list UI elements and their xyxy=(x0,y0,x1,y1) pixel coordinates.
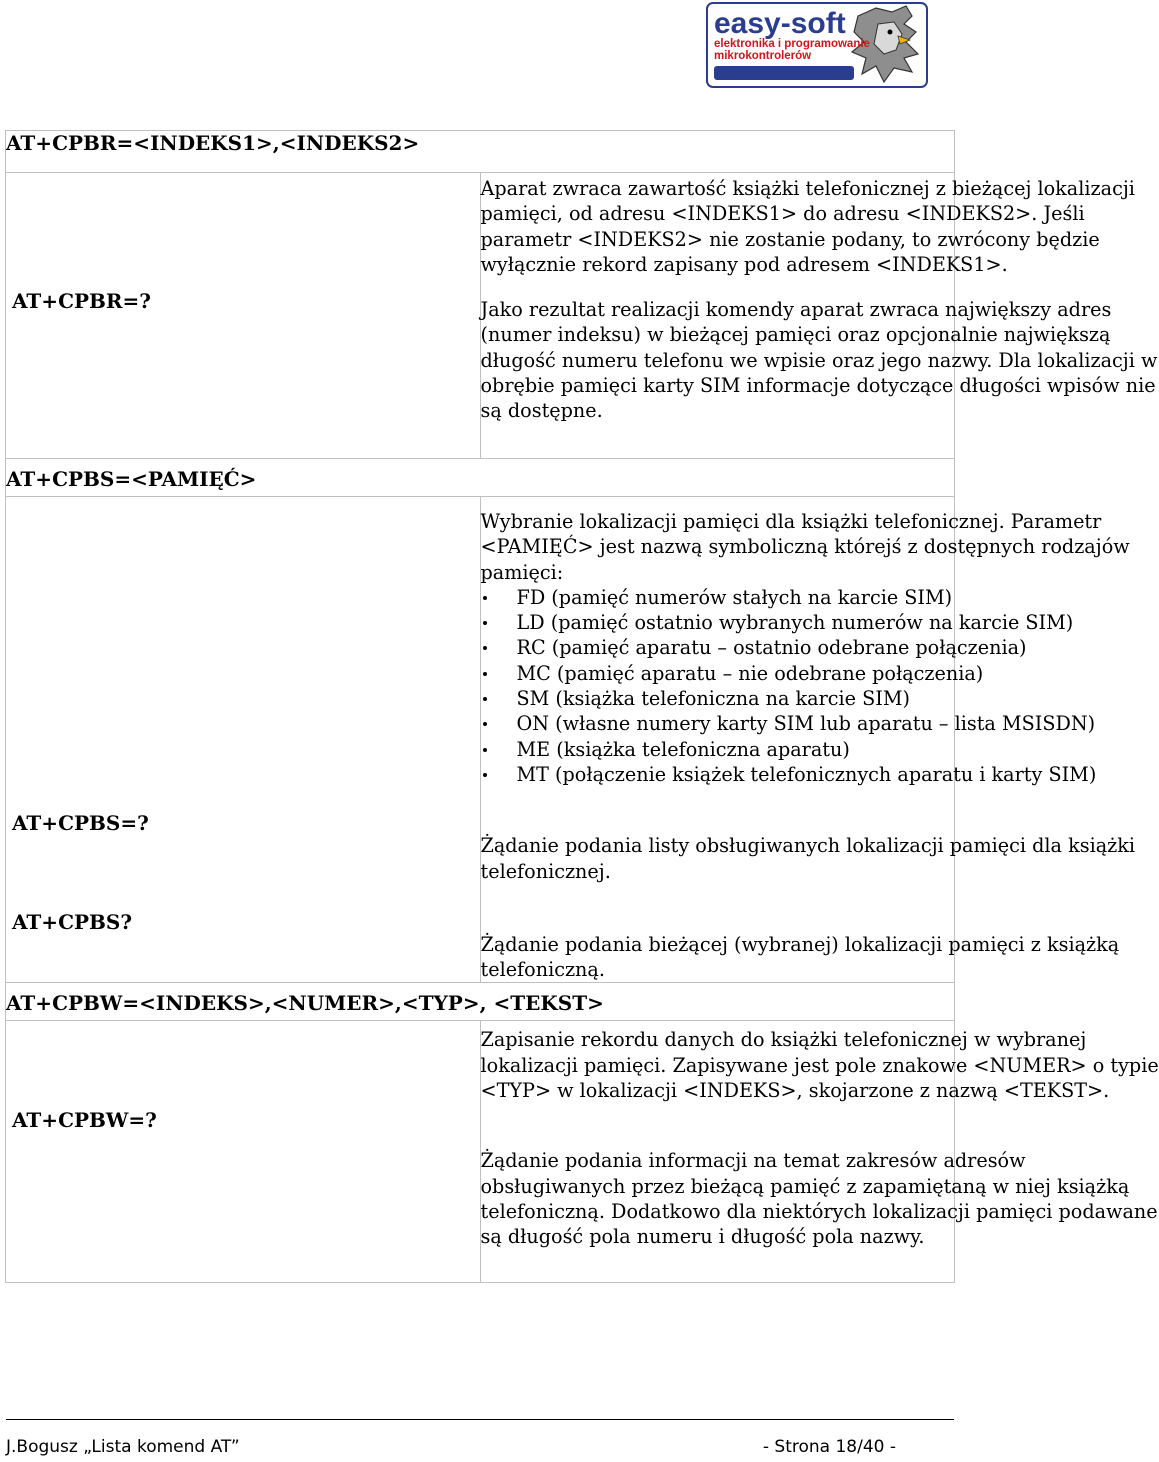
cpbr-desc-line-4: wyłącznie rekord zapisany pod adresem <INDEKS1>. xyxy=(480,252,1008,276)
cpbs-header-row xyxy=(6,459,955,497)
list-item: MT (połączenie książek telefonicznych aparatu i karty SIM) xyxy=(481,762,955,787)
cpbw-test-command: AT+CPBW=? xyxy=(12,1108,157,1133)
cpbw-body-row xyxy=(6,1021,955,1283)
cpbr-test-desc-line-5: są dostępne. xyxy=(480,399,603,423)
cpbs-command-header: AT+CPBS=<PAMIĘĆ> xyxy=(6,467,257,491)
footer-author-title: J.Bogusz „Lista komend AT” xyxy=(6,1437,240,1457)
cpbr-test-desc-line-3: długość numeru telefonu we wpisie oraz jego nazwy. Dla lokalizacji w xyxy=(480,348,1158,372)
cpbr-test-desc-line-1: Jako rezultat realizacji komendy aparat zwraca największy adres xyxy=(480,298,1112,322)
cpbw-test-desc-line-3: telefoniczną. Dodatkowo dla niektórych lokalizacji pamięci podawane xyxy=(480,1199,1158,1223)
logo-panel xyxy=(714,66,854,80)
cpbw-desc-line-3: <TYP> w lokalizacji <INDEKS>, skojarzone z nazwą <TEKST>. xyxy=(480,1079,1110,1103)
cpbr-command-header: AT+CPBR=<INDEKS1>,<INDEKS2> xyxy=(6,131,420,155)
footer-page-number: - Strona 18/40 - xyxy=(762,1437,896,1457)
cpbs-desc-line-2: <PAMIĘĆ> jest nazwą symboliczną którejś z dostępnych rodzajów xyxy=(480,535,1130,559)
cpbr-test-desc-line-4: obrębie pamięci karty SIM informacje dotyczące długości wpisów nie xyxy=(480,374,1156,398)
commands-table xyxy=(5,130,1159,1283)
cpbs-desc-line-1: Wybranie lokalizacji pamięci dla książki telefonicznej. Parametr xyxy=(480,510,1102,533)
memory-types-list xyxy=(481,585,1097,787)
cpbs-body-row xyxy=(6,497,955,983)
cpbw-test-desc-line-1: Żądanie podania informacji na temat zakresów adresów xyxy=(480,1149,1026,1173)
cpbs-test-desc-line-2: telefonicznej. xyxy=(480,859,611,883)
logo-tagline-2: mikrokontrolerów xyxy=(714,50,812,62)
cpbw-desc-line-2: lokalizacji pamięci. Zapisywane jest pole znakowe <NUMER> o typie xyxy=(480,1053,1159,1077)
logo-tagline-1: elektronika i programowanie xyxy=(714,38,870,50)
list-item: MC (pamięć aparatu – nie odebrane połączenia) xyxy=(481,661,955,686)
cpbr-header-row xyxy=(6,131,955,173)
cpbr-body-row xyxy=(6,173,955,459)
list-item: ME (książka telefoniczna aparatu) xyxy=(481,737,955,762)
list-item: ON (własne numery karty SIM lub aparatu – lista MSISDN) xyxy=(481,711,955,736)
cpbw-command-header: AT+CPBW=<INDEKS>,<NUMER>,<TYP>, <TEKST> xyxy=(6,991,604,1016)
easy-soft-logo xyxy=(706,2,928,88)
footer-divider xyxy=(6,1419,954,1420)
cpbr-test-command: AT+CPBR=? xyxy=(12,289,152,313)
cpbs-read-command: AT+CPBS? xyxy=(12,910,133,934)
list-item: LD (pamięć ostatnio wybranych numerów na karcie SIM) xyxy=(481,610,955,635)
logo-brand: easy-soft xyxy=(714,7,846,40)
cpbr-test-desc-line-2: (numer indeksu) w bieżącej pamięci oraz opcjonalnie największą xyxy=(480,323,1111,347)
cpbs-read-desc-line-2: telefoniczną. xyxy=(480,958,605,982)
cpbw-header-row xyxy=(6,983,955,1021)
list-item: FD (pamięć numerów stałych na karcie SIM) xyxy=(481,585,955,610)
list-item: SM (książka telefoniczna na karcie SIM) xyxy=(481,686,955,711)
cpbw-desc-line-1: Zapisanie rekordu danych do książki telefonicznej w wybranej xyxy=(480,1028,1087,1052)
cpbw-test-desc-line-2: obsługiwanych przez bieżącą pamięć z zapamiętaną w niej książką xyxy=(480,1174,1130,1198)
cpbr-desc-line-1: Aparat zwraca zawartość książki telefonicznej z bieżącej lokalizacji xyxy=(480,177,1135,200)
cpbw-test-desc-line-4: są długość pola numeru i długość pola nazwy. xyxy=(480,1225,925,1249)
cpbs-read-desc-line-1: Żądanie podania bieżącej (wybranej) lokalizacji pamięci z książką xyxy=(480,932,1120,956)
cpbs-desc-line-3: pamięci: xyxy=(480,560,564,584)
cpbr-desc-line-3: parametr <INDEKS2> nie zostanie podany, to zwrócony będzie xyxy=(480,227,1100,251)
list-item: RC (pamięć aparatu – ostatnio odebrane połączenia) xyxy=(481,635,955,660)
cpbs-test-desc-line-1: Żądanie podania listy obsługiwanych lokalizacji pamięci dla książki xyxy=(480,834,1136,858)
cpbr-desc-line-2: pamięci, od adresu <INDEKS1> do adresu <INDEKS2>. Jeśli xyxy=(480,202,1085,226)
cpbs-test-command: AT+CPBS=? xyxy=(12,811,149,835)
